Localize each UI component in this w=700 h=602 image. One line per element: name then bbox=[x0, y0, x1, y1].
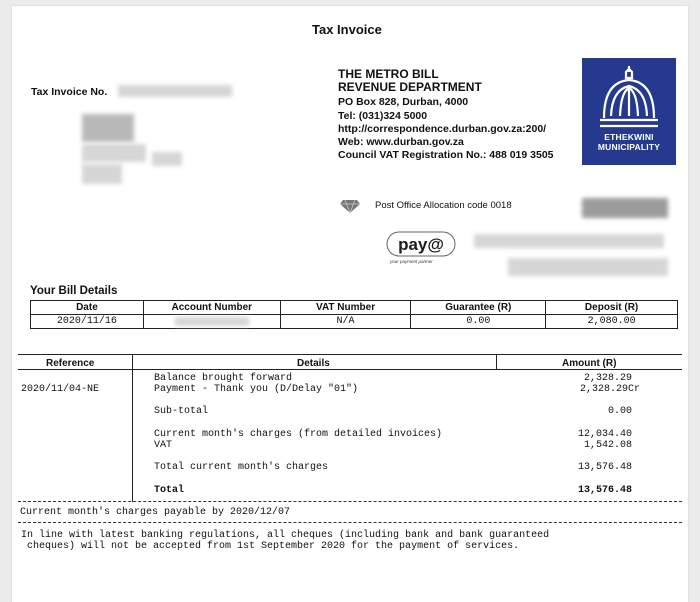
invoice-number-label: Tax Invoice No. bbox=[31, 86, 108, 98]
value-guarantee: 0.00 bbox=[411, 315, 546, 329]
bill-details-table bbox=[30, 300, 678, 329]
statement-divider bbox=[496, 354, 497, 370]
redacted-address-line bbox=[82, 164, 122, 184]
redacted-account-number bbox=[175, 317, 249, 326]
address-tel: Tel: (031)324 5000 bbox=[338, 110, 428, 122]
logo-line-2: MUNICIPALITY bbox=[597, 142, 661, 152]
amount-payment: 2,328.29Cr bbox=[579, 384, 640, 395]
value-date: 2020/11/16 bbox=[31, 315, 144, 329]
statement-reference: 2020/11/04-NE bbox=[21, 384, 100, 395]
address-url[interactable]: http://correspondence.durban.gov.za:200/ bbox=[338, 123, 547, 135]
redacted-address-block bbox=[82, 114, 134, 142]
value-deposit: 2,080.00 bbox=[546, 315, 678, 329]
svg-text:pay@: pay@ bbox=[398, 235, 444, 254]
value-vat-number: N/A bbox=[280, 315, 411, 329]
statement-header-rule bbox=[18, 369, 682, 370]
page-title: Tax Invoice bbox=[312, 22, 382, 37]
line-subtotal: Sub-total bbox=[154, 406, 209, 417]
notice-line-2: cheques) will not be accepted from 1st September 2020 for the payment of services. bbox=[27, 541, 520, 552]
header-details: Details bbox=[297, 358, 330, 369]
logo-line-1: ETHEKWINI bbox=[604, 132, 654, 142]
bill-details-title: Your Bill Details bbox=[30, 285, 118, 297]
invoice-page bbox=[12, 6, 688, 602]
redacted-payment-ref bbox=[508, 258, 668, 276]
line-balance: Balance brought forward bbox=[154, 373, 293, 384]
line-total: Total bbox=[154, 485, 185, 496]
payat-tagline: your payment partner bbox=[390, 259, 433, 264]
redacted-address-line bbox=[152, 152, 182, 166]
amount-vat: 1,542.08 bbox=[583, 440, 632, 451]
line-vat: VAT bbox=[154, 440, 173, 451]
statement-top-rule bbox=[18, 354, 682, 355]
header-account-number: Account Number bbox=[143, 301, 280, 315]
logo-text bbox=[582, 132, 676, 152]
statement-divider bbox=[132, 354, 133, 502]
line-current-charges: Current month's charges (from detailed invoices) bbox=[154, 429, 443, 440]
redacted-barcode bbox=[582, 198, 668, 218]
value-account-number bbox=[143, 315, 280, 329]
address-line-1: THE METRO BILL bbox=[338, 67, 439, 81]
redacted-address-line bbox=[82, 144, 146, 162]
address-web[interactable]: Web: www.durban.gov.za bbox=[338, 136, 464, 148]
diamond-icon bbox=[339, 198, 361, 214]
address-vat: Council VAT Registration No.: 488 019 3505 bbox=[338, 149, 554, 161]
amount-subtotal: 0.00 bbox=[607, 406, 632, 417]
statement-bottom-rule bbox=[18, 501, 682, 502]
amount-balance: 2,328.29 bbox=[583, 373, 632, 384]
header-vat-number: VAT Number bbox=[280, 301, 411, 315]
address-line-3: PO Box 828, Durban, 4000 bbox=[338, 96, 469, 108]
header-date: Date bbox=[31, 301, 144, 315]
footer-rule bbox=[18, 522, 682, 523]
line-payment: Payment - Thank you (D/Delay "01") bbox=[154, 384, 359, 395]
notice-line-1: In line with latest banking regulations, all cheques (including bank and bank guaranteed bbox=[21, 530, 550, 541]
header-deposit: Deposit (R) bbox=[546, 301, 678, 315]
line-total-current: Total current month's charges bbox=[154, 462, 329, 473]
header-guarantee: Guarantee (R) bbox=[411, 301, 546, 315]
amount-total-current: 13,576.48 bbox=[577, 462, 632, 473]
payable-by-text: Current month's charges payable by 2020/12/07 bbox=[20, 507, 291, 518]
redacted-payment-ref bbox=[474, 234, 664, 248]
amount-current-charges: 12,034.40 bbox=[577, 429, 632, 440]
bill-details-header-row bbox=[31, 301, 678, 315]
address-line-2: REVENUE DEPARTMENT bbox=[338, 80, 482, 94]
header-reference: Reference bbox=[46, 358, 95, 369]
bill-details-value-row bbox=[31, 315, 678, 329]
post-office-allocation: Post Office Allocation code 0018 bbox=[375, 200, 512, 211]
amount-total: 13,576.48 bbox=[577, 485, 632, 496]
redacted-invoice-number bbox=[118, 85, 232, 97]
payat-logo bbox=[386, 231, 456, 259]
ethekwini-logo bbox=[582, 58, 676, 165]
header-amount: Amount (R) bbox=[562, 358, 617, 369]
